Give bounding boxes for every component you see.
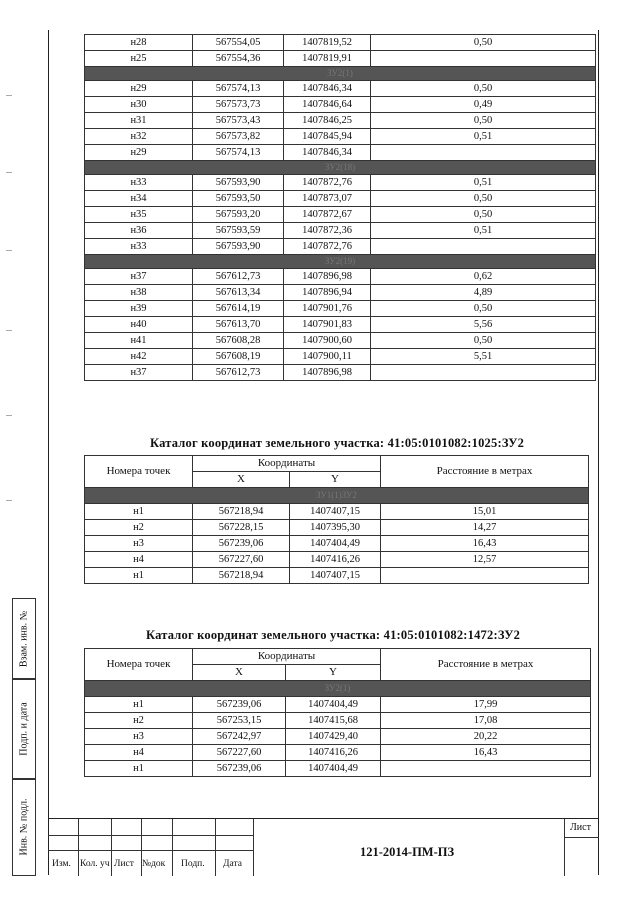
x-cell: 567574,13 (193, 81, 284, 97)
point-cell: н1 (85, 504, 193, 520)
y-cell: 1407819,52 (284, 35, 371, 51)
stamp-divider (172, 819, 173, 876)
x-cell: 567227,60 (193, 552, 290, 568)
stamp-kol: Кол. уч (80, 859, 110, 869)
header-distance: Расстояние в метрах (381, 649, 591, 681)
section-band-row (85, 161, 596, 175)
y-cell: 1407404,49 (286, 761, 381, 777)
table-row (85, 504, 589, 520)
x-cell: 567227,60 (193, 745, 286, 761)
table-row (85, 536, 589, 552)
x-cell: 567608,28 (193, 333, 284, 349)
y-cell: 1407407,15 (290, 504, 381, 520)
x-cell: 567218,94 (193, 568, 290, 584)
y-cell: 1407872,36 (284, 223, 371, 239)
distance-cell: 0,49 (371, 97, 596, 113)
y-cell: 1407896,94 (284, 285, 371, 301)
point-cell: н37 (85, 269, 193, 285)
table-row (85, 145, 596, 161)
side-label-vzam: Взам. инв. № (18, 610, 30, 668)
side-box-podp-data (12, 678, 36, 780)
table-row (85, 269, 596, 285)
table-row (85, 761, 591, 777)
catalog-title-2: Каталог координат земельного участка: 41:05:0101082:1472:ЗУ2 (146, 628, 521, 642)
y-cell: 1407416,26 (290, 552, 381, 568)
point-cell: н37 (85, 365, 193, 381)
distance-cell: 0,50 (371, 35, 596, 51)
header-x: X (193, 665, 286, 681)
y-cell: 1407900,60 (284, 333, 371, 349)
stamp-data: Дата (223, 859, 242, 869)
section-band: ЗУ1(1)ЗУ2 (85, 488, 589, 504)
frame-left-line (48, 30, 49, 875)
stamp-divider (215, 819, 216, 876)
distance-cell: 5,51 (371, 349, 596, 365)
point-cell: н1 (85, 568, 193, 584)
stamp-line (564, 837, 599, 838)
x-cell: 567593,20 (193, 207, 284, 223)
x-cell: 567218,94 (193, 504, 290, 520)
header-y: Y (286, 665, 381, 681)
distance-cell: 0,50 (371, 207, 596, 223)
table-row (85, 35, 596, 51)
point-cell: н1 (85, 761, 193, 777)
sheet-label: Лист (570, 822, 591, 833)
y-cell: 1407896,98 (284, 365, 371, 381)
y-cell: 1407901,83 (284, 317, 371, 333)
section-band: ЗУ2(19) (85, 255, 596, 269)
distance-cell: 4,89 (371, 285, 596, 301)
x-cell: 567573,43 (193, 113, 284, 129)
stamp-list: Лист (114, 859, 134, 869)
point-cell: н3 (85, 536, 193, 552)
distance-cell: 17,08 (381, 713, 591, 729)
point-cell: н31 (85, 113, 193, 129)
point-cell: н4 (85, 552, 193, 568)
section-band-row (85, 67, 596, 81)
table-row (85, 520, 589, 536)
x-cell: 567554,05 (193, 35, 284, 51)
distance-cell: 16,43 (381, 536, 589, 552)
header-coords: Координаты (193, 649, 381, 665)
y-cell: 1407416,26 (286, 745, 381, 761)
x-cell: 567608,19 (193, 349, 284, 365)
distance-cell: 0,51 (371, 175, 596, 191)
margin-tick (6, 250, 12, 251)
x-cell: 567612,73 (193, 365, 284, 381)
section-band: ЗУ2(1) (85, 67, 596, 81)
x-cell: 567573,73 (193, 97, 284, 113)
doc-code: 121-2014-ПМ-ПЗ (360, 845, 455, 859)
x-cell: 567228,15 (193, 520, 290, 536)
table-row (85, 223, 596, 239)
stamp-ndok: №док (142, 859, 166, 869)
distance-cell (381, 761, 591, 777)
x-cell: 567239,06 (193, 536, 290, 552)
y-cell: 1407846,34 (284, 145, 371, 161)
point-cell: н29 (85, 145, 193, 161)
table-row (85, 129, 596, 145)
stamp-divider (564, 819, 565, 876)
distance-cell: 12,57 (381, 552, 589, 568)
distance-cell: 17,99 (381, 697, 591, 713)
x-cell: 567242,97 (193, 729, 286, 745)
table-row (85, 745, 591, 761)
stamp-divider (253, 819, 254, 876)
distance-cell: 14,27 (381, 520, 589, 536)
y-cell: 1407819,91 (284, 51, 371, 67)
point-cell: н25 (85, 51, 193, 67)
table-row (85, 333, 596, 349)
y-cell: 1407872,76 (284, 239, 371, 255)
distance-cell: 16,43 (381, 745, 591, 761)
distance-cell: 0,50 (371, 81, 596, 97)
stamp-podp: Подп. (181, 859, 205, 869)
margin-tick (6, 95, 12, 96)
distance-cell (371, 239, 596, 255)
table-row (85, 301, 596, 317)
section-band-row (85, 255, 596, 269)
y-cell: 1407846,64 (284, 97, 371, 113)
table-row (85, 697, 591, 713)
x-cell: 567593,50 (193, 191, 284, 207)
point-cell: н2 (85, 520, 193, 536)
header-points: Номера точек (85, 456, 193, 488)
table-row (85, 568, 589, 584)
x-cell: 567612,73 (193, 269, 284, 285)
y-cell: 1407873,07 (284, 191, 371, 207)
point-cell: н36 (85, 223, 193, 239)
table-row (85, 713, 591, 729)
point-cell: н41 (85, 333, 193, 349)
table-row (85, 51, 596, 67)
point-cell: н33 (85, 175, 193, 191)
point-cell: н42 (85, 349, 193, 365)
side-label-podp-data: Подп. и дата (18, 702, 30, 756)
catalog-table-1 (84, 455, 589, 584)
point-cell: н29 (85, 81, 193, 97)
y-cell: 1407900,11 (284, 349, 371, 365)
distance-cell: 5,56 (371, 317, 596, 333)
point-cell: н34 (85, 191, 193, 207)
table-row (85, 317, 596, 333)
header-coords: Координаты (193, 456, 381, 472)
catalog-table-2 (84, 648, 591, 777)
stamp-izm: Изм. (52, 859, 71, 869)
section-band: ЗУ2(1) (85, 681, 591, 697)
header-y: Y (290, 472, 381, 488)
x-cell: 567574,13 (193, 145, 284, 161)
x-cell: 567554,36 (193, 51, 284, 67)
x-cell: 567239,06 (193, 697, 286, 713)
y-cell: 1407404,49 (286, 697, 381, 713)
distance-cell: 0,50 (371, 301, 596, 317)
point-cell: н35 (85, 207, 193, 223)
x-cell: 567593,59 (193, 223, 284, 239)
distance-cell: 20,22 (381, 729, 591, 745)
distance-cell: 0,50 (371, 113, 596, 129)
y-cell: 1407429,40 (286, 729, 381, 745)
header-distance: Расстояние в метрах (381, 456, 589, 488)
coordinates-table-continued (84, 34, 596, 381)
point-cell: н39 (85, 301, 193, 317)
point-cell: н40 (85, 317, 193, 333)
margin-tick (6, 415, 12, 416)
x-cell: 567593,90 (193, 175, 284, 191)
x-cell: 567573,82 (193, 129, 284, 145)
catalog-title-1: Каталог координат земельного участка: 41:05:0101082:1025:ЗУ2 (150, 436, 525, 450)
distance-cell: 0,50 (371, 191, 596, 207)
header-points: Номера точек (85, 649, 193, 681)
stamp-divider (111, 819, 112, 876)
y-cell: 1407872,76 (284, 175, 371, 191)
distance-cell: 0,62 (371, 269, 596, 285)
table-row (85, 729, 591, 745)
table-row (85, 207, 596, 223)
table-row (85, 113, 596, 129)
table-row (85, 349, 596, 365)
table-row (85, 175, 596, 191)
table-row (85, 285, 596, 301)
side-box-vzam (12, 598, 36, 680)
y-cell: 1407901,76 (284, 301, 371, 317)
header-x: X (193, 472, 290, 488)
table-row (85, 365, 596, 381)
y-cell: 1407415,68 (286, 713, 381, 729)
point-cell: н1 (85, 697, 193, 713)
distance-cell: 0,51 (371, 223, 596, 239)
point-cell: н4 (85, 745, 193, 761)
side-label-inv-podl: Инв. № подл. (18, 798, 30, 856)
distance-cell: 15,01 (381, 504, 589, 520)
point-cell: н38 (85, 285, 193, 301)
point-cell: н3 (85, 729, 193, 745)
y-cell: 1407896,98 (284, 269, 371, 285)
margin-tick (6, 330, 12, 331)
x-cell: 567239,06 (193, 761, 286, 777)
frame-right-line (598, 30, 599, 875)
section-band: ЗУ2(18) (85, 161, 596, 175)
point-cell: н33 (85, 239, 193, 255)
side-box-inv-podl (12, 778, 36, 876)
distance-cell: 0,50 (371, 333, 596, 349)
point-cell: н32 (85, 129, 193, 145)
table-row (85, 191, 596, 207)
y-cell: 1407872,67 (284, 207, 371, 223)
distance-cell (371, 365, 596, 381)
distance-cell (371, 145, 596, 161)
y-cell: 1407845,94 (284, 129, 371, 145)
x-cell: 567613,70 (193, 317, 284, 333)
y-cell: 1407407,15 (290, 568, 381, 584)
distance-cell: 0,51 (371, 129, 596, 145)
point-cell: н28 (85, 35, 193, 51)
point-cell: н30 (85, 97, 193, 113)
table-row (85, 97, 596, 113)
y-cell: 1407395,30 (290, 520, 381, 536)
x-cell: 567613,34 (193, 285, 284, 301)
table-row (85, 81, 596, 97)
margin-tick (6, 500, 12, 501)
stamp-divider (78, 819, 79, 876)
x-cell: 567253,15 (193, 713, 286, 729)
distance-cell (371, 51, 596, 67)
x-cell: 567614,19 (193, 301, 284, 317)
y-cell: 1407404,49 (290, 536, 381, 552)
title-block (48, 818, 599, 876)
table-row (85, 239, 596, 255)
distance-cell (381, 568, 589, 584)
x-cell: 567593,90 (193, 239, 284, 255)
point-cell: н2 (85, 713, 193, 729)
y-cell: 1407846,25 (284, 113, 371, 129)
table-row (85, 552, 589, 568)
y-cell: 1407846,34 (284, 81, 371, 97)
margin-tick (6, 172, 12, 173)
